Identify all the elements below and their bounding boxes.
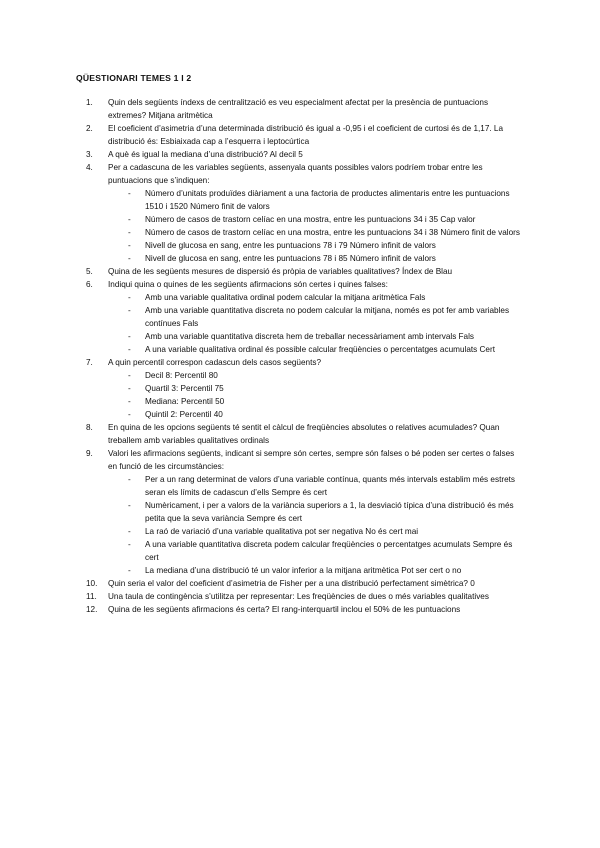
question-number: 1. (86, 98, 93, 107)
sub-item-text: La mediana d’una distribució té un valor inferior a la mitjana aritmètica Pot ser cert o no (145, 566, 462, 575)
bullet-dash: - (128, 254, 131, 263)
bullet-dash: - (128, 241, 131, 250)
sub-item (0, 499, 600, 525)
sub-item-text: A una variable quantitativa discreta podem calcular freqüències o percentatges acumulats Sempre és cert (145, 540, 513, 562)
question-number: 12. (86, 605, 98, 614)
sub-item (0, 538, 600, 564)
question-list (0, 96, 600, 616)
sub-item-text: Amb una variable quantitativa discreta no podem calcular la mitjana, només es pot fer amb variables contínues Fals (145, 306, 510, 328)
sub-item (0, 369, 600, 382)
question-item (0, 447, 600, 473)
bullet-dash: - (128, 345, 131, 354)
sub-item-list (0, 369, 600, 421)
question-text: Indiqui quina o quines de les següents afirmacions són certes i quines falses: (108, 280, 388, 289)
sub-item-text: Decil 8: Percentil 80 (145, 371, 218, 380)
sub-item (0, 239, 600, 252)
question-number: 8. (86, 423, 93, 432)
sub-item-text: Nivell de glucosa en sang, entre les puntuacions 78 i 85 Número infinit de valors (145, 254, 436, 263)
sub-item-text: Número de casos de trastorn celíac en una mostra, entre les puntuacions 34 i 35 Cap valor (145, 215, 476, 224)
sub-item-text: Amb una variable quantitativa discreta hem de treballar necessàriament amb intervals Fals (145, 332, 475, 341)
sub-item-text: A una variable qualitativa ordinal és possible calcular freqüències o percentatges acumulats Cert (145, 345, 495, 354)
question-number: 2. (86, 124, 93, 133)
question-item (0, 265, 600, 278)
question-item (0, 603, 600, 616)
question-text: A quin percentil correspon cadascun dels casos següents? (108, 358, 322, 367)
question-text: Una taula de contingència s’utilitza per representar: Les freqüències de dues o més variables qualitatives (108, 592, 489, 601)
question-number: 4. (86, 163, 93, 172)
question-item (0, 148, 600, 161)
question-number: 7. (86, 358, 93, 367)
question-text: A què és igual la mediana d’una distribució? Al decil 5 (108, 150, 303, 159)
sub-item-text: Mediana: Percentil 50 (145, 397, 225, 406)
sub-item-list (0, 187, 600, 265)
sub-item (0, 187, 600, 213)
document-title: QÜESTIONARI TEMES 1 I 2 (76, 73, 192, 83)
sub-item-text: Nivell de glucosa en sang, entre les puntuacions 78 i 79 Número infinit de valors (145, 241, 436, 250)
question-number: 5. (86, 267, 93, 276)
sub-item (0, 382, 600, 395)
sub-item (0, 226, 600, 239)
bullet-dash: - (128, 501, 131, 510)
question-item (0, 577, 600, 590)
sub-item (0, 304, 600, 330)
sub-item (0, 213, 600, 226)
question-number: 3. (86, 150, 93, 159)
question-text: El coeficient d’asimetria d’una determinada distribució és igual a -0,95 i el coeficient de curtosi és de 1,17. La distribució és: Esbiaixada cap a l’esquerra i leptocúrtica (108, 124, 504, 146)
bullet-dash: - (128, 332, 131, 341)
question-text: Valori les afirmacions següents, indicant si sempre són certes, sempre són falses o bé poden ser certes o falses en funció de les circumstàncies: (108, 449, 515, 471)
bullet-dash: - (128, 384, 131, 393)
question-number: 9. (86, 449, 93, 458)
sub-item-text: Amb una variable qualitativa ordinal podem calcular la mitjana aritmètica Fals (145, 293, 426, 302)
question-text: Per a cadascuna de les variables següents, assenyala quants possibles valors podríem trobar entre les puntuacions que s’indiquen: (108, 163, 483, 185)
sub-item-list (0, 291, 600, 356)
sub-item (0, 395, 600, 408)
sub-item (0, 525, 600, 538)
bullet-dash: - (128, 228, 131, 237)
sub-item-text: Per a un rang determinat de valors d’una variable contínua, quants més intervals establim més estrets seran els límits de cadascun d’ells Sempre és cert (145, 475, 515, 497)
question-item (0, 161, 600, 187)
sub-item (0, 473, 600, 499)
bullet-dash: - (128, 293, 131, 302)
sub-item-text: Quintil 2: Percentil 40 (145, 410, 223, 419)
bullet-dash: - (128, 566, 131, 575)
bullet-dash: - (128, 540, 131, 549)
question-number: 6. (86, 280, 93, 289)
bullet-dash: - (128, 410, 131, 419)
question-item (0, 590, 600, 603)
question-item (0, 122, 600, 148)
sub-item-text: Numèricament, i per a valors de la variància superiors a 1, la desviació típica d’una distribució és més petita que la seva variància Sempre és cert (145, 501, 514, 523)
question-text: En quina de les opcions següents té sentit el càlcul de freqüències absolutes o relatives acumulades? Quan treballem amb variables qualitatives ordinals (108, 423, 500, 445)
sub-item-text: Número de casos de trastorn celíac en una mostra, entre les puntuacions 34 i 38 Número finit de valors (145, 228, 521, 237)
sub-item (0, 343, 600, 356)
question-number: 10. (86, 579, 98, 588)
question-number: 11. (86, 592, 97, 601)
question-text: Quin dels següents índexs de centralització es veu especialment afectat per la presència de puntuacions extremes? Mitjana aritmètica (108, 98, 489, 120)
bullet-dash: - (128, 189, 131, 198)
sub-item (0, 291, 600, 304)
sub-item-list (0, 473, 600, 577)
bullet-dash: - (128, 371, 131, 380)
question-text: Quina de les següents afirmacions és certa? El rang-interquartil inclou el 50% de les puntuacions (108, 605, 461, 614)
question-text: Quina de les següents mesures de dispersió és pròpia de variables qualitatives? Índex de Blau (108, 267, 453, 276)
sub-item (0, 330, 600, 343)
sub-item-text: Número d’unitats produïdes diàriament a una factoria de productes alimentaris entre les puntuacions 1510 i 1520 Número finit de valors (145, 189, 510, 211)
bullet-dash: - (128, 527, 131, 536)
bullet-dash: - (128, 475, 131, 484)
bullet-dash: - (128, 215, 131, 224)
sub-item (0, 408, 600, 421)
question-item (0, 278, 600, 291)
sub-item-text: Quartil 3: Percentil 75 (145, 384, 224, 393)
sub-item-text: La raó de variació d’una variable qualitativa pot ser negativa No és cert mai (145, 527, 419, 536)
question-item (0, 356, 600, 369)
bullet-dash: - (128, 397, 131, 406)
question-text: Quin seria el valor del coeficient d’asimetria de Fisher per a una distribució perfectament simètrica? 0 (108, 579, 475, 588)
question-item (0, 96, 600, 122)
bullet-dash: - (128, 306, 131, 315)
sub-item (0, 252, 600, 265)
question-item (0, 421, 600, 447)
sub-item (0, 564, 600, 577)
